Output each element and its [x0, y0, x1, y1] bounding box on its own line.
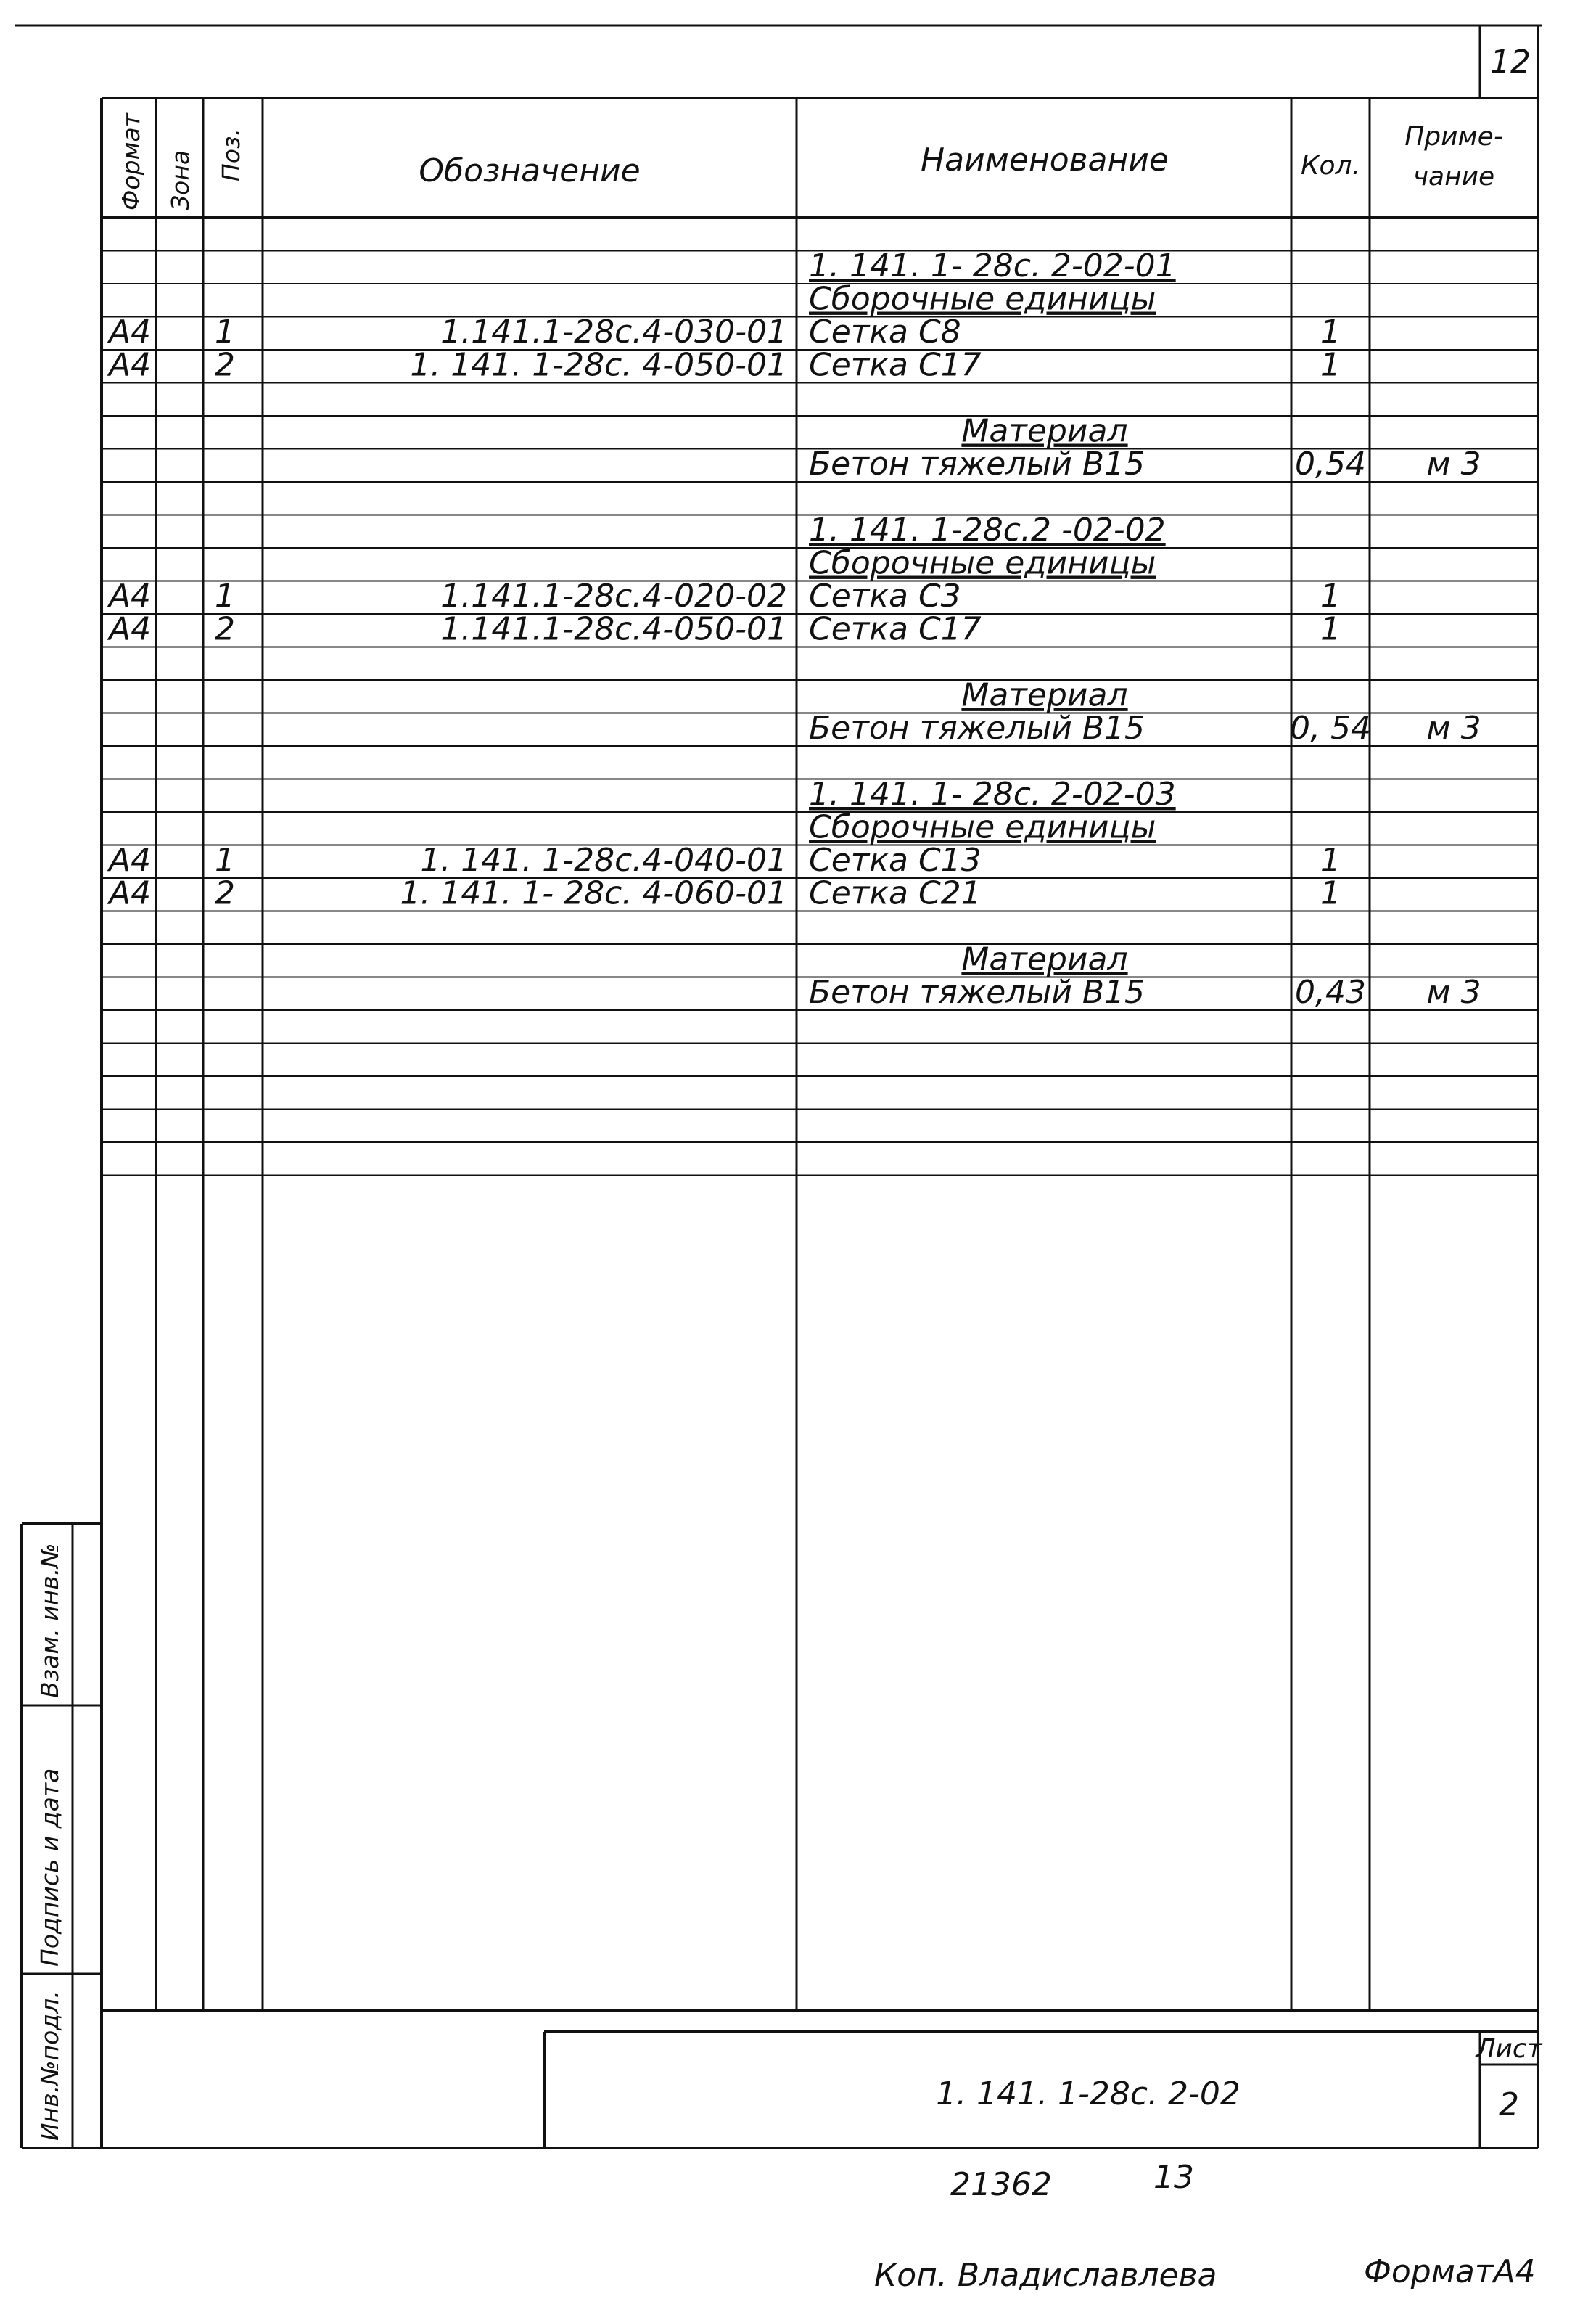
row-name: Сборочные единицы	[809, 808, 1156, 846]
row-name: Материал	[961, 412, 1128, 450]
row-qty: 1	[1320, 313, 1341, 351]
row-name: Сетка С17	[809, 610, 982, 648]
row-name: Сетка С8	[809, 313, 961, 351]
row-qty: 1	[1320, 874, 1341, 912]
row-pos: 2	[215, 610, 235, 648]
header-note-line1: Приме-	[1404, 122, 1503, 152]
row-format: А4	[109, 874, 152, 912]
row-qty: 0,43	[1295, 974, 1366, 1011]
row-name: Бетон тяжелый В15	[809, 710, 1145, 747]
sheet-format: ФорматА4	[1364, 2253, 1536, 2290]
row-format: А4	[109, 346, 152, 384]
row-name: Материал	[961, 676, 1128, 714]
row-name: Сетка С17	[809, 346, 982, 384]
header-format: Формат	[117, 113, 145, 210]
row-designation: 1. 141. 1- 28с. 4-060-01	[400, 874, 787, 912]
row-name: Бетон тяжелый В15	[809, 446, 1145, 483]
row-pos: 1	[215, 313, 235, 351]
row-pos: 2	[215, 346, 235, 384]
row-name: Сетка С3	[809, 578, 961, 615]
row-qty: 1	[1320, 610, 1341, 648]
row-name: 1. 141. 1-28с.2 -02-02	[809, 512, 1166, 549]
row-name: 1. 141. 1- 28с. 2-02-03	[809, 776, 1176, 813]
row-note: м 3	[1426, 974, 1481, 1011]
row-qty: 1	[1320, 346, 1341, 384]
row-name: Сетка С13	[809, 842, 982, 879]
row-format: А4	[109, 842, 152, 879]
row-format: А4	[109, 313, 152, 351]
stamp-page: 13	[1153, 2159, 1194, 2196]
row-name: 1. 141. 1- 28с. 2-02-01	[809, 247, 1176, 284]
row-name: Сборочные единицы	[809, 280, 1156, 318]
row-designation: 1.141.1-28с.4-050-01	[440, 610, 787, 648]
row-qty: 0, 54	[1290, 710, 1371, 747]
row-format: А4	[109, 610, 152, 648]
sheet-number: 2	[1499, 2086, 1519, 2123]
row-designation: 1. 141. 1-28с. 4-050-01	[410, 346, 787, 384]
row-name: Бетон тяжелый В15	[809, 974, 1145, 1011]
row-pos: 1	[215, 842, 235, 879]
row-note: м 3	[1426, 446, 1481, 483]
row-pos: 1	[215, 578, 235, 615]
row-note: м 3	[1426, 710, 1481, 747]
header-qty: Кол.	[1300, 151, 1361, 181]
stamp-sign-date: Подпись и дата	[36, 1768, 64, 1967]
row-qty: 0,54	[1295, 446, 1366, 483]
stamp-inv-original: Инв.№подл.	[36, 1991, 64, 2141]
row-pos: 2	[215, 874, 235, 912]
page-number: 12	[1490, 44, 1531, 81]
header-note-line2: чание	[1412, 162, 1495, 192]
row-qty: 1	[1320, 578, 1341, 615]
row-format: А4	[109, 578, 152, 615]
header-pos: Поз.	[217, 128, 245, 181]
document-code: 1. 141. 1-28с. 2-02	[936, 2075, 1241, 2112]
row-name: Сборочные единицы	[809, 544, 1156, 582]
header-name: Наименование	[921, 142, 1169, 179]
sheet-label: Лист	[1476, 2034, 1542, 2064]
header-designation: Обозначение	[419, 152, 641, 189]
row-qty: 1	[1320, 842, 1341, 879]
stamp-number: 21362	[950, 2166, 1052, 2203]
row-designation: 1.141.1-28с.4-020-02	[440, 578, 787, 615]
copied-by: Коп. Владиславлева	[874, 2257, 1217, 2294]
header-zone: Зона	[166, 149, 194, 210]
row-designation: 1. 141. 1-28с.4-040-01	[420, 842, 787, 879]
row-designation: 1.141.1-28с.4-030-01	[440, 313, 787, 351]
stamp-inv-replace: Взам. инв.№	[36, 1543, 64, 1698]
row-name: Сетка С21	[809, 874, 982, 912]
row-name: Материал	[961, 940, 1128, 978]
